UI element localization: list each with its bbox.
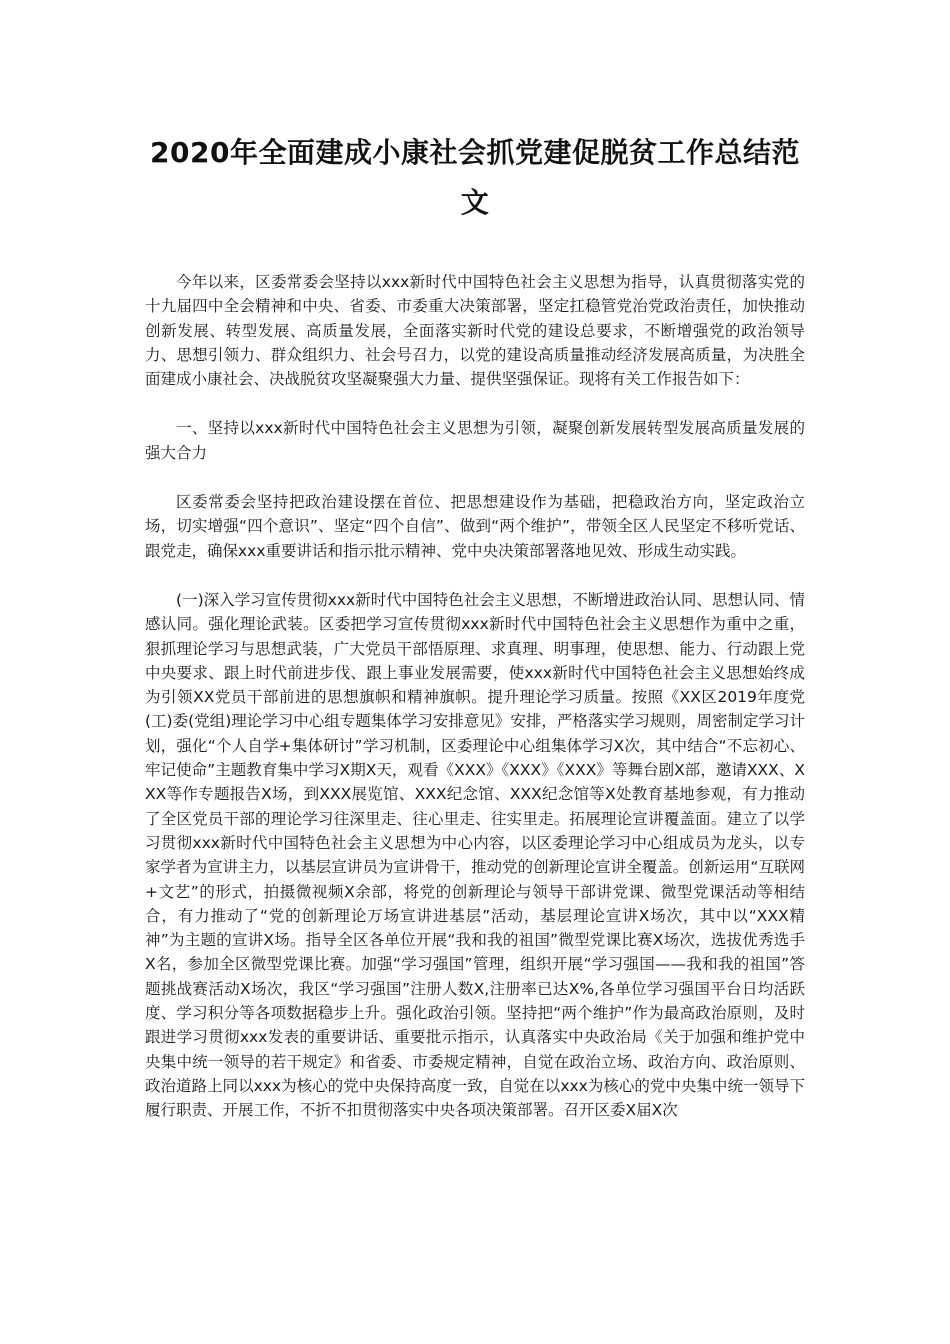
section-heading: 一、坚持以xxx新时代中国特色社会主义思想为引领，凝聚创新发展转型发展高质量发展的强大合力: [145, 419, 805, 462]
document-page: [145, 128, 805, 1123]
subsection-paragraph: (一)深入学习宣传贯彻xxx新时代中国特色社会主义思想，不断增进政治认同、思想认同、情感认同。强化理论武装。区委把学习宣传贯彻xxx新时代中国特色社会主义思想作为重中之重，狠抓理论学习与思想武装，广大党员干部悟原理、求真理、明事理，使思想、能力、行动跟上党中央要求、跟上时代前进步伐、跟上事业发展需要，使xxx新时代中国特色社会主义思想始终成为引领XX党员干部前进的思想旗帜和精神旗帜。提升理论学习质量。按照《XX区2019年度党(工)委(党组)理论学习中心组专题集体学习安排意见》安排，严格落实学习规则，周密制定学习计划，强化“个人自学+集体研讨”学习机制，区委理论中心组集体学习X次，其中结合“不忘初心、牢记使命”主题教育集中学习X期X天，观看《XXX》《XXX》《XXX》等舞台剧X部，邀请XXX、XXX等作专题报告X场，到XXX展览馆、XXX纪念馆、XXX纪念馆等X处教育基地参观，有力推动了全区党员干部的理论学习往深里走、往心里走、往实里走。拓展理论宣讲覆盖面。建立了以学习贯彻xxx新时代中国特色社会主义思想为中心内容，以区委理论学习中心组成员为龙头，以专家学者为宣讲主力，以基层宣讲员为宣讲骨干，推动党的创新理论宣讲全覆盖。创新运用“互联网+文艺”的形式，拍摄微视频X余部，将党的创新理论与领导干部讲党课、微型党课活动等相结合，有力推动了“党的创新理论万场宣讲进基层”活动，基层理论宣讲X场次，其中以“XXX精神”为主题的宣讲X场。指导全区各单位开展“我和我的祖国”微型党课比赛X场次，选拔优秀选手X名，参加全区微型党课比赛。加强“学习强国”管理，组织开展“学习强国——我和我的祖国”答题挑战赛活动X场次，我区“学习强国”注册人数X,注册率已达X%,各单位学习强国平台日均活跃度、学习积分等各项数据稳步上升。强化政治引领。坚持把“两个维护”作为最高政治原则，及时跟进学习贯彻xxx发表的重要讲话、重要批示指示，认真落实中央政治局《关于加强和维护党中央集中统一领导的若干规定》和省委、市委规定精神，自觉在政治立场、政治方向、政治原则、政治道路上同以xxx为核心的党中央保持高度一致，自觉在以xxx为核心的党中央集中统一领导下履行职责、开展工作，不折不扣贯彻落实中央各项决策部署。召开区委X届X次: [145, 590, 805, 1120]
intro-paragraph: 今年以来，区委常委会坚持以xxx新时代中国特色社会主义思想为指导，认真贯彻落实党的十九届四中全会精神和中央、省委、市委重大决策部署，坚定扛稳管党治党政治责任，加快推动创新发展、转型发展、高质量发展，全面落实新时代党的建设总要求，不断增强党的政治领导力、思想引领力、群众组织力、社会号召力，以党的建设高质量推动经济发展高质量，为决胜全面建成小康社会、决战脱贫攻坚凝聚强大力量、提供坚强保证。现将有关工作报告如下：: [145, 273, 805, 389]
document-title: 2020年全面建成小康社会抓党建促脱贫工作总结范文: [150, 136, 800, 219]
section-intro-paragraph: 区委常委会坚持把政治建设摆在首位、把思想建设作为基础，把稳政治方向，坚定政治立场，切实增强“四个意识”、坚定“四个自信”、做到“两个维护”，带领全区人民坚定不移听党话、跟党走，确保xxx重要讲话和指示批示精神、党中央决策部署落地见效、形成生动实践。: [145, 493, 805, 560]
